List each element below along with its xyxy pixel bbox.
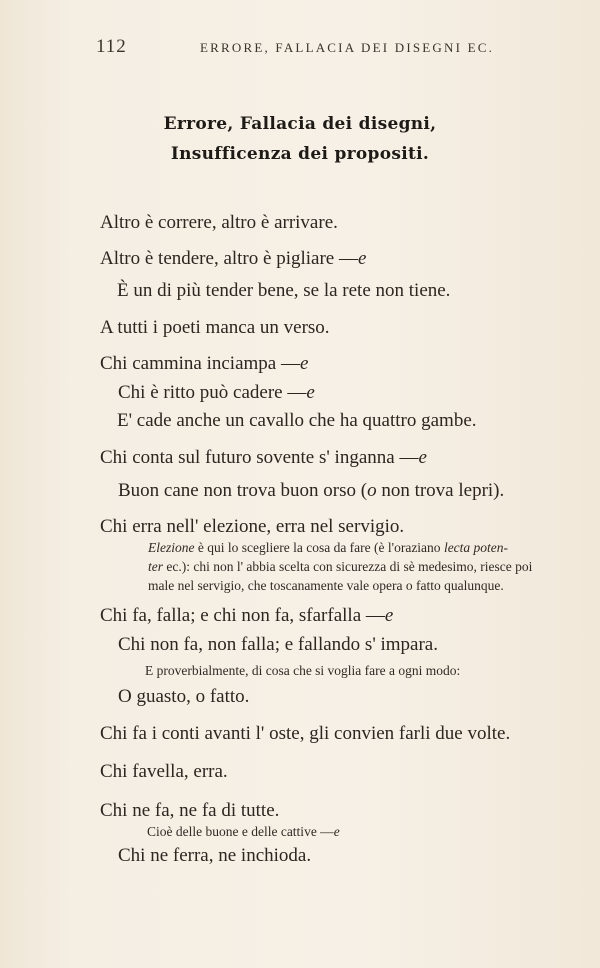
proverb-5 [100,353,308,375]
proverb-2-text: Altro è tendere, altro è pigliare — [100,248,358,269]
section-title-line-1: Errore, Fallacia dei disegni, [163,114,437,134]
proverb-17: Chi ne ferra, ne inchioda. [118,845,312,866]
proverb-8 [100,447,427,469]
note-3 [147,824,340,840]
proverb-5-conjunction: e [299,353,309,374]
proverb-6-text: Chi è ritto può cadere — [118,382,307,403]
running-head [96,36,540,60]
note-1-text-a: è qui lo scegliere la cosa da fare (è l'oraziano [194,540,444,555]
proverb-10: Chi erra nell' elezione, erra nel servigio. [100,516,405,537]
note-1-line-1 [148,540,508,556]
page-number: 112 [96,36,127,57]
proverb-9-text-b: non trova lepri). [376,480,505,501]
proverb-5-text: Chi cammina inciampa — [100,353,300,374]
proverb-13: O guasto, o fatto. [118,686,250,707]
proverb-8-text: Chi conta sul futuro sovente s' inganna — [100,447,419,468]
proverb-12: Chi non fa, non falla; e fallando s' impara. [118,634,438,655]
proverb-2-conjunction: e [357,248,367,269]
note-1-text-b: ec.): chi non l' abbia scelta con sicurezza di sè medesimo, riesce poi [163,559,533,574]
section-title-line-2: Insufficenza dei propositi. [170,144,430,164]
proverb-9 [118,480,504,502]
note-3-conjunction: e [333,824,340,839]
proverb-9-conjunction: o [367,480,377,501]
proverb-8-conjunction: e [418,447,427,468]
note-1-quote-a: lecta poten- [443,540,509,555]
proverb-1: Altro è correre, altro è arrivare. [100,212,338,233]
proverb-6 [118,382,315,404]
proverb-4: A tutti i poeti manca un verso. [100,317,330,338]
proverb-7: E' cade anche un cavallo che ha quattro gambe. [117,410,477,431]
note-1-line-2 [148,559,532,575]
proverb-11-conjunction: e [384,605,394,626]
proverb-16: Chi ne fa, ne fa di tutte. [100,800,280,821]
proverb-9-text-a: Buon cane non trova buon orso ( [118,480,368,501]
note-1-line-3: male nel servigio, che toscanamente vale opera o fatto qualunque. [148,578,504,593]
note-3-text: Cioè delle buone e delle cattive — [147,824,334,839]
proverb-11 [100,605,393,627]
note-1-quote-b: ter [148,559,163,574]
note-2: E proverbialmente, di cosa che si voglia fare a ogni modo: [145,663,461,678]
proverb-14: Chi fa i conti avanti l' oste, gli convien farli due volte. [100,723,511,744]
proverb-15: Chi favella, erra. [100,761,228,782]
proverb-6-conjunction: e [306,382,315,403]
proverb-2 [100,248,366,270]
note-1-term: Elezione [148,540,195,555]
proverb-11-text: Chi fa, falla; e chi non fa, sfarfalla — [100,605,385,626]
proverb-3: È un di più tender bene, se la rete non tiene. [117,280,451,301]
running-title: ERRORE, FALLACIA DEI DISEGNI EC. [200,40,495,55]
